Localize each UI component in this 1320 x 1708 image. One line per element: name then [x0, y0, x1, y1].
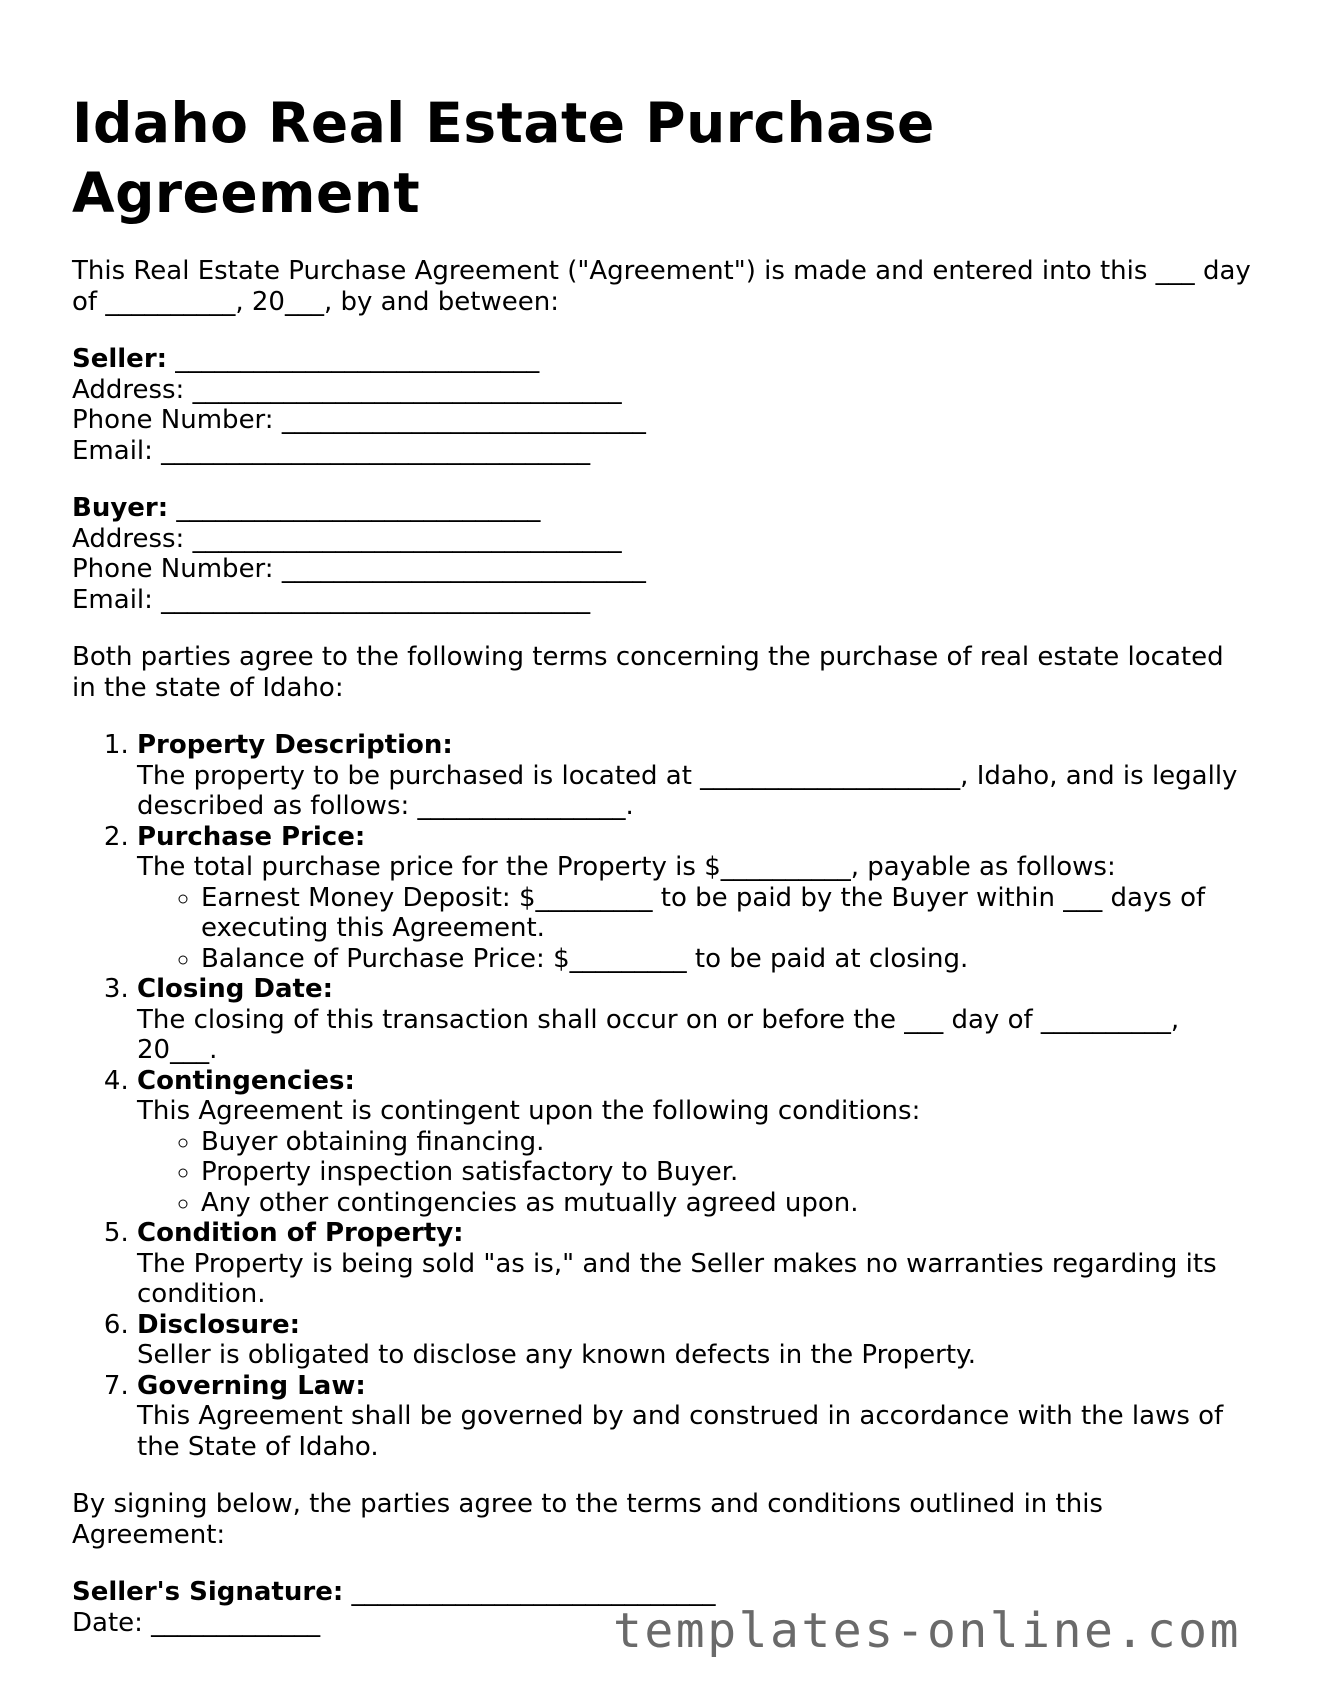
term-heading: Contingencies:	[137, 1065, 355, 1096]
term-item	[137, 822, 1252, 975]
sublist-item: ◦ Earnest Money Deposit: $_________ to be paid by the Buyer within ___ days of executing this Agreement.	[201, 883, 1252, 944]
term-item	[137, 1218, 1252, 1310]
signature-blank: ____________________________	[343, 1577, 716, 1607]
seller-block	[72, 344, 1252, 466]
term-item	[137, 1371, 1252, 1463]
term-body: This Agreement shall be governed by and construed in accordance with the laws of the State of Idaho.	[137, 1401, 1224, 1462]
terms-list	[72, 730, 1252, 1462]
sublist-item: ◦ Buyer obtaining financing.	[201, 1127, 1252, 1158]
sublist-item: ◦ Balance of Purchase Price: $_________ to be paid at closing.	[201, 944, 1252, 975]
buyer-name-blank: ____________________________	[168, 493, 541, 523]
buyer-label: Buyer:	[72, 493, 169, 523]
term-heading: Closing Date:	[137, 974, 334, 1004]
term-body: The closing of this transaction shall occur on or before the ___ day of __________, 20___.	[137, 1004, 1180, 1065]
document-page	[72, 88, 1252, 1638]
buyer-name-line	[72, 493, 1252, 524]
term-sublist	[137, 1127, 1252, 1219]
buyer-address-line: Address: _________________________________	[72, 523, 622, 554]
term-heading: Property Description:	[137, 730, 453, 760]
term-heading: Purchase Price:	[137, 821, 366, 852]
term-body: The property to be purchased is located at ____________________, Idaho, and is legally described as follows: ________________.	[137, 760, 1238, 821]
seller-name-line	[72, 344, 1252, 375]
term-sublist	[137, 883, 1252, 975]
signature-label: Seller's Signature:	[72, 1577, 344, 1607]
seller-address-line: Address: _________________________________	[72, 374, 622, 405]
seller-label: Seller:	[72, 344, 168, 374]
term-item	[137, 1310, 1252, 1371]
term-body: This Agreement is contingent upon the following conditions:	[137, 1096, 921, 1126]
signature-date-line: Date: _____________	[72, 1607, 321, 1638]
closing-paragraph: By signing below, the parties agree to the terms and conditions outlined in this Agreement:	[72, 1489, 1103, 1550]
term-body: The total purchase price for the Property is $__________, payable as follows:	[137, 852, 1116, 882]
document-title: Idaho Real Estate Purchase Agreement	[72, 91, 935, 225]
term-item	[137, 1066, 1252, 1219]
terms-intro-paragraph: Both parties agree to the following terms concerning the purchase of real estate located in the state of Idaho:	[72, 642, 1224, 703]
seller-phone-line: Phone Number: ____________________________	[72, 405, 646, 435]
buyer-block	[72, 493, 1252, 615]
term-body: Seller is obligated to disclose any known defects in the Property.	[137, 1340, 976, 1370]
term-item	[137, 974, 1252, 1066]
term-heading: Governing Law:	[137, 1370, 366, 1401]
sublist-item: ◦ Any other contingencies as mutually agreed upon.	[201, 1188, 1252, 1219]
watermark-text: templates-online.com	[613, 1603, 1241, 1659]
sublist-item: ◦ Property inspection satisfactory to Buyer.	[201, 1157, 1252, 1188]
seller-email-line: Email: _________________________________	[72, 435, 591, 466]
buyer-email-line: Email: _________________________________	[72, 584, 591, 615]
buyer-phone-line: Phone Number: ____________________________	[72, 554, 646, 584]
term-heading: Disclosure:	[137, 1309, 300, 1340]
term-heading: Condition of Property:	[137, 1218, 464, 1248]
term-body: The Property is being sold "as is," and the Seller makes no warranties regarding its condition.	[137, 1248, 1217, 1309]
seller-name-blank: ____________________________	[167, 344, 540, 374]
intro-paragraph: This Real Estate Purchase Agreement ("Agreement") is made and entered into this ___ day of __________, 20___, by and between:	[72, 256, 1251, 317]
term-item	[137, 730, 1252, 822]
